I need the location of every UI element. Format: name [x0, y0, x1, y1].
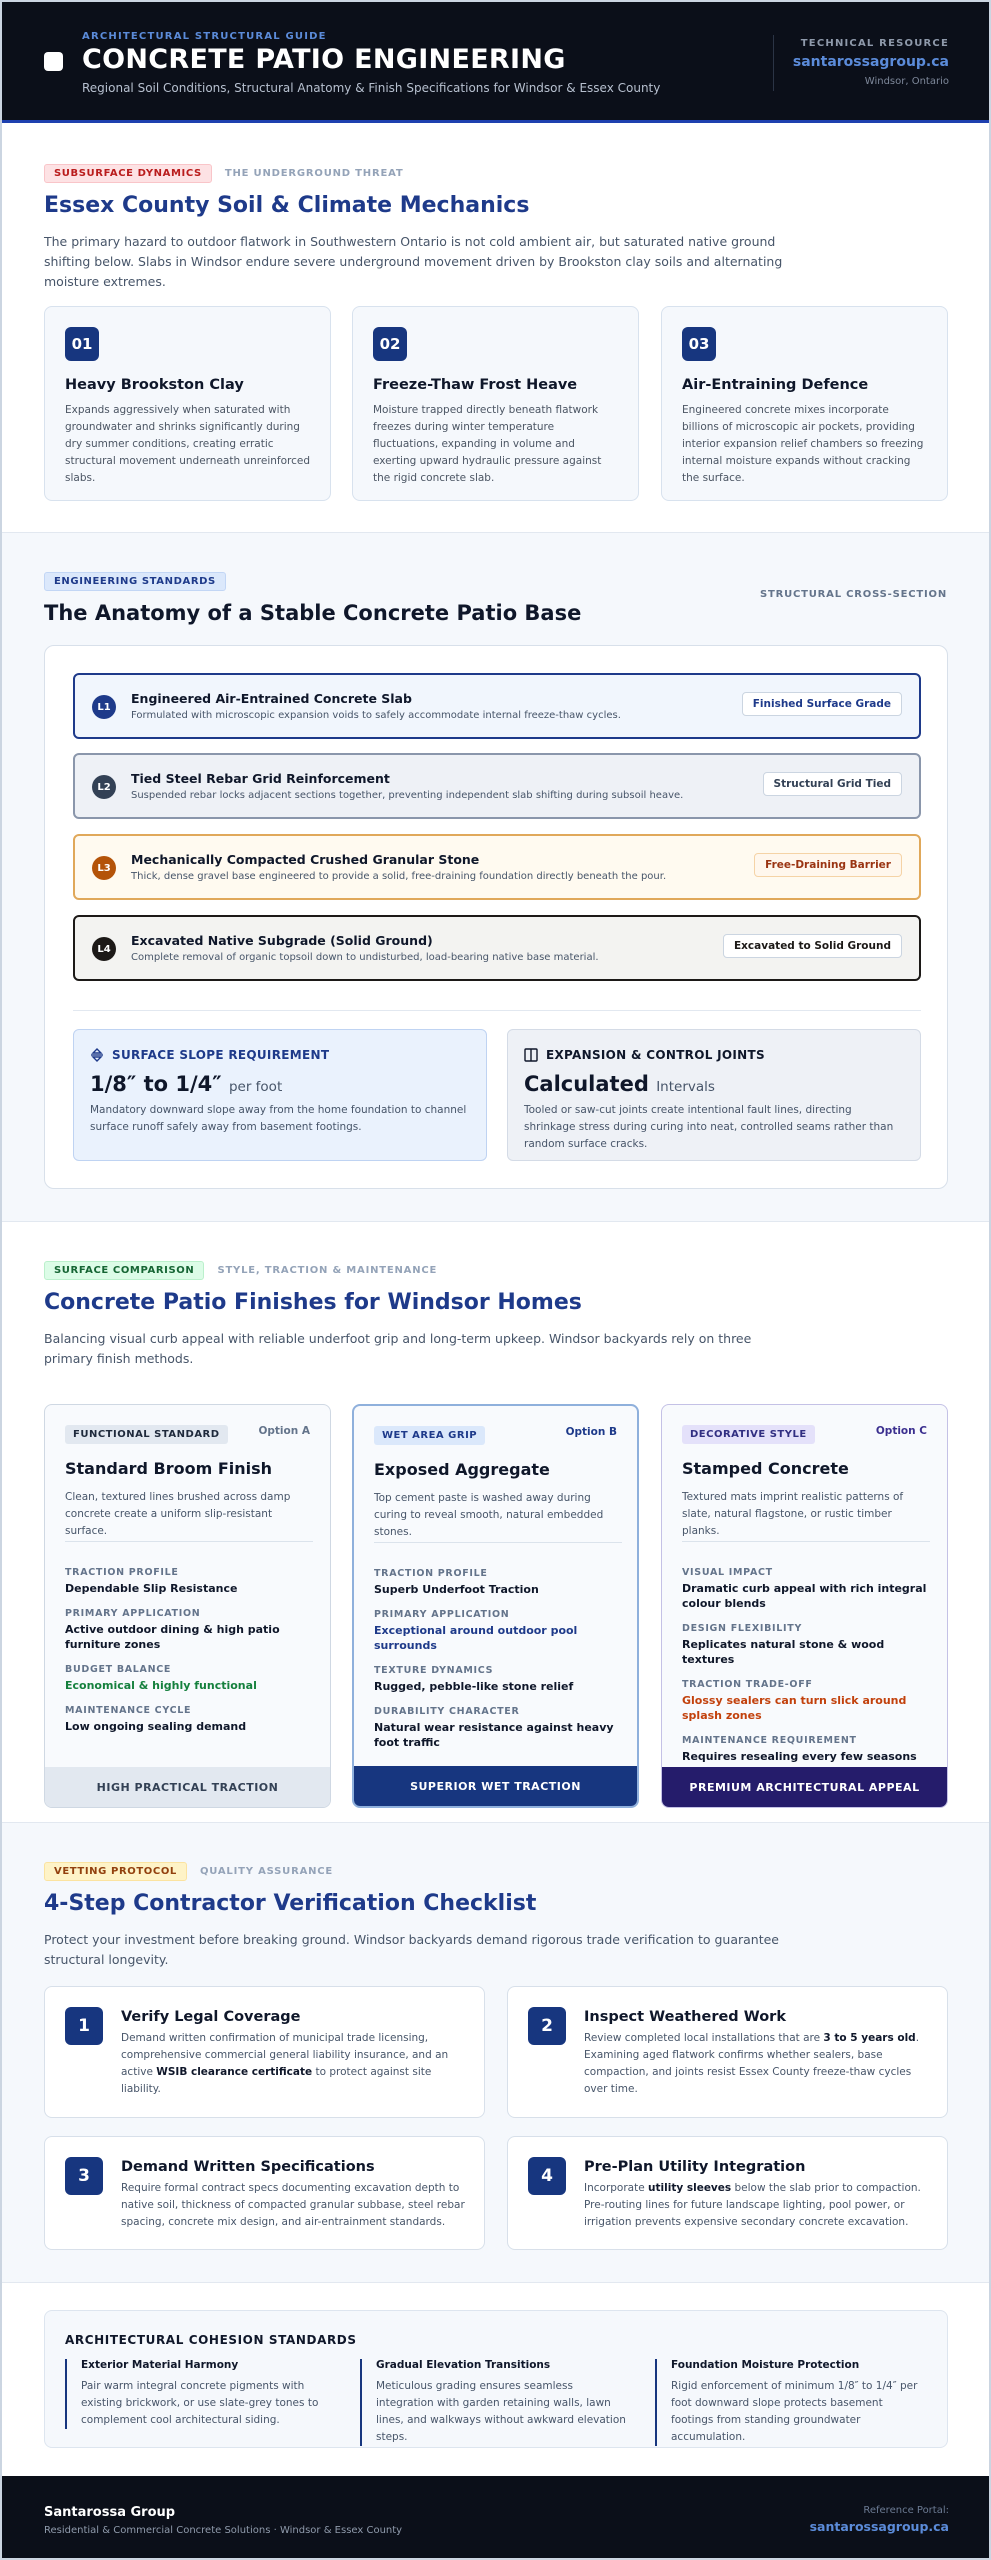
step-title: Inspect Weathered Work [584, 2009, 786, 2025]
layer-title: Mechanically Compacted Crushed Granular Stone [131, 852, 480, 867]
layer-description: Formulated with microscopic expansion voids to safely accommodate internal freeze-thaw cycles. [131, 710, 621, 721]
attr-value: Requires resealing every few seasons [682, 1750, 917, 1763]
page-title: CONCRETE PATIO ENGINEERING [82, 44, 566, 75]
finish-footer: HIGH PRACTICAL TRACTION [45, 1767, 330, 1807]
attr-value: Rugged, pebble-like stone relief [374, 1680, 574, 1693]
layer-row [73, 673, 921, 739]
slope-arrows-icon [90, 1048, 104, 1062]
layer-title: Tied Steel Rebar Grid Reinforcement [131, 771, 390, 786]
checklist-step [44, 2136, 485, 2250]
layer-badge: L2 [92, 775, 116, 799]
card-title: Freeze-Thaw Frost Heave [373, 377, 578, 393]
card-description: Moisture trapped directly beneath flatwork freezes during winter temperature fluctuations, expanding in volume and exerting upward hydraulic pressure against the rigid concrete slab. [373, 404, 602, 484]
layer-tag: Structural Grid Tied [763, 772, 902, 796]
finish-footer: SUPERIOR WET TRACTION [354, 1766, 637, 1806]
layer-tag: Finished Surface Grade [742, 692, 902, 716]
attr-value: Replicates natural stone & wood textures [682, 1638, 885, 1666]
header-divider [773, 35, 774, 91]
attr-label: DURABILITY CHARACTER [374, 1706, 520, 1717]
checklist-step [507, 1986, 948, 2118]
divider [374, 1542, 622, 1543]
joints-card [507, 1029, 921, 1161]
finish-description: Textured mats imprint realistic patterns of slate, natural flagstone, or rustic timber planks. [682, 1491, 904, 1537]
cohesion-item [360, 2359, 630, 2446]
divider [65, 1541, 313, 1542]
divider [73, 1010, 921, 1011]
attr-value: Dramatic curb appeal with rich integral colour blends [682, 1582, 927, 1610]
cohesion-item-description: Meticulous grading ensures seamless integration with garden retaining walls, lawn lines, and walkways without awkward elevation steps. [376, 2380, 626, 2443]
finish-attributes [374, 1556, 624, 1750]
step-title: Demand Written Specifications [121, 2159, 375, 2175]
slope-label: SURFACE SLOPE REQUIREMENT [112, 1048, 330, 1062]
cohesion-item [655, 2359, 925, 2446]
layer-row [73, 915, 921, 981]
finish-title: Standard Broom Finish [65, 1459, 273, 1478]
site-link[interactable]: santarossagroup.ca [792, 54, 949, 70]
slope-requirement-card [73, 1029, 487, 1161]
cohesion-item-title: Foundation Moisture Protection [671, 2359, 860, 2371]
soil-title: Essex County Soil & Climate Mechanics [44, 193, 530, 218]
step-description: Demand written confirmation of municipal trade licensing, comprehensive commercial general liability insurance, and an active WSIB clearance certificate to protect against site liability. [121, 2032, 449, 2095]
joints-description: Tooled or saw-cut joints create intentional fault lines, directing shrinkage stress during curing into neat, controlled seams rather than random surface cracks. [524, 1104, 894, 1150]
attr-label: PRIMARY APPLICATION [374, 1609, 510, 1620]
layer-description: Thick, dense gravel base engineered to provide a solid, free-draining foundation directly beneath the pour. [131, 871, 667, 882]
step-number: 3 [65, 2157, 103, 2195]
divider [682, 1541, 930, 1542]
step-description: Incorporate utility sleeves below the slab prior to compaction. Pre-routing lines for future landscape lighting, pool power, or irrigation prevents expensive secondary concrete excavation. [584, 2182, 921, 2228]
attr-value: Exceptional around outdoor pool surrounds [374, 1624, 578, 1652]
finish-pill: FUNCTIONAL STANDARD [65, 1425, 228, 1444]
finish-attributes [65, 1555, 315, 1734]
header [2, 2, 989, 123]
soil-card [44, 306, 331, 501]
cross-section-label: STRUCTURAL CROSS-SECTION [759, 589, 947, 600]
finish-pill: WET AREA GRIP [374, 1426, 485, 1445]
card-description: Expands aggressively when saturated with groundwater and shrinks significantly during dry summer conditions, creating erratic structural movement underneath unreinforced slabs. [65, 404, 310, 484]
attr-value: Dependable Slip Resistance [65, 1582, 238, 1595]
layer-description: Suspended rebar locks adjacent sections together, preventing independent slab shifting during subsoil heave. [131, 790, 684, 801]
layer-title: Engineered Air-Entrained Concrete Slab [131, 691, 412, 706]
step-description: Review completed local installations that are 3 to 5 years old. Examining aged flatwork confirms whether sealers, base compaction, and joints resist Essex County freeze-thaw cycles over time. [584, 2032, 920, 2095]
anatomy-pill: ENGINEERING STANDARDS [44, 572, 226, 591]
step-number: 4 [528, 2157, 566, 2195]
finish-option: Option C [875, 1425, 927, 1437]
cohesion-section [2, 2282, 989, 2476]
attr-value: Active outdoor dining & high patio furniture zones [65, 1623, 280, 1651]
checklist-step [507, 2136, 948, 2250]
finish-card [44, 1404, 331, 1808]
layer-badge: L4 [92, 937, 116, 961]
attr-label: TRACTION TRADE-OFF [682, 1679, 813, 1690]
page [2, 2, 989, 2558]
attr-label: TEXTURE DYNAMICS [374, 1665, 494, 1676]
attr-label: BUDGET BALANCE [65, 1664, 172, 1675]
cohesion-item-title: Gradual Elevation Transitions [376, 2359, 551, 2371]
attr-value: Superb Underfoot Traction [374, 1583, 539, 1596]
attr-label: TRACTION PROFILE [65, 1567, 179, 1578]
layer-badge: L1 [92, 695, 116, 719]
finish-title: Stamped Concrete [682, 1459, 849, 1478]
checklist-intro: Protect your investment before breaking ground. Windsor backyards demand rigorous trade verification to guarantee structural longevity. [44, 1932, 779, 1967]
finishes-title: Concrete Patio Finishes for Windsor Homes [44, 1290, 582, 1315]
card-title: Heavy Brookston Clay [65, 377, 244, 393]
attr-label: VISUAL IMPACT [682, 1567, 773, 1578]
portal-label: Reference Portal: [863, 2505, 949, 2516]
card-number: 01 [65, 327, 99, 361]
portal-link[interactable]: santarossagroup.ca [809, 2519, 949, 2534]
card-number: 03 [682, 327, 716, 361]
finish-description: Top cement paste is washed away during curing to reveal smooth, natural embedded stones. [374, 1492, 604, 1538]
slope-description: Mandatory downward slope away from the home foundation to channel surface runoff safely away from basement footings. [90, 1104, 467, 1133]
attr-label: MAINTENANCE CYCLE [65, 1705, 192, 1716]
soil-card [352, 306, 639, 501]
finishes-section [2, 1222, 989, 1822]
finishes-pill-note: STYLE, TRACTION & MAINTENANCE [217, 1265, 438, 1276]
checklist-pill-note: QUALITY ASSURANCE [199, 1866, 334, 1877]
layer-description: Complete removal of organic topsoil down to undisturbed, load-bearing native base material. [131, 952, 599, 963]
finish-attributes [682, 1555, 932, 1779]
checklist-title: 4-Step Contractor Verification Checklist [44, 1891, 537, 1916]
card-title: Air-Entraining Defence [682, 377, 869, 393]
footer-company-name: Santarossa Group [44, 2505, 176, 2520]
attr-value: Natural wear resistance against heavy foot traffic [374, 1721, 614, 1749]
brand-logo-icon [44, 52, 63, 71]
finish-footer: PREMIUM ARCHITECTURAL APPEAL [662, 1767, 947, 1807]
finish-pill: DECORATIVE STYLE [682, 1425, 815, 1444]
finishes-pill: SURFACE COMPARISON [44, 1261, 204, 1280]
step-title: Verify Legal Coverage [121, 2009, 301, 2025]
soil-intro: The primary hazard to outdoor flatwork in Southwestern Ontario is not cold ambient air, but saturated native ground shifting below. Slabs in Windsor endure severe underground movement driven by Brookston clay soils and alternating moisture extremes. [44, 234, 783, 289]
footer-tagline: Residential & Commercial Concrete Solutions · Windsor & Essex County [44, 2525, 403, 2536]
cohesion-item-description: Rigid enforcement of minimum 1/8″ to 1/4″ per foot downward slope protects basement footings from standing groundwater accumulation. [671, 2380, 918, 2443]
attr-value: Economical & highly functional [65, 1679, 257, 1692]
cohesion-item [65, 2359, 335, 2429]
finish-description: Clean, textured lines brushed across damp concrete create a uniform slip-resistant surface. [65, 1491, 291, 1537]
checklist-step [44, 1986, 485, 2118]
attr-value: Glossy sealers can turn slick around splash zones [682, 1694, 907, 1722]
attr-label: MAINTENANCE REQUIREMENT [682, 1735, 857, 1746]
location-label: Windsor, Ontario [864, 76, 949, 87]
soil-pill: SUBSURFACE DYNAMICS [44, 164, 212, 183]
soil-card [661, 306, 948, 501]
cross-section-panel [44, 645, 948, 1189]
layer-tag: Free-Draining Barrier [754, 853, 902, 877]
attr-label: DESIGN FLEXIBILITY [682, 1623, 803, 1634]
layer-tag: Excavated to Solid Ground [723, 934, 902, 958]
joints-value: Calculated [524, 1072, 649, 1096]
cohesion-panel [44, 2310, 948, 2448]
finishes-intro: Balancing visual curb appeal with reliable underfoot grip and long-term upkeep. Windsor backyards rely on three primary finish methods. [44, 1331, 752, 1366]
soil-pill-note: THE UNDERGROUND THREAT [224, 168, 404, 179]
cohesion-item-description: Pair warm integral concrete pigments with existing brickwork, or use slate-grey tones to complement cool architectural siding. [81, 2380, 319, 2426]
attr-label: PRIMARY APPLICATION [65, 1608, 201, 1619]
page-subtitle: Regional Soil Conditions, Structural Anatomy & Finish Specifications for Windsor & Essex County [82, 81, 661, 95]
slope-value: 1/8″ to 1/4″ [90, 1072, 222, 1096]
resource-label: TECHNICAL RESOURCE [800, 38, 949, 49]
layer-row [73, 834, 921, 900]
header-kicker: ARCHITECTURAL STRUCTURAL GUIDE [82, 31, 327, 42]
layer-badge: L3 [92, 856, 116, 880]
soil-section [2, 126, 989, 532]
card-description: Engineered concrete mixes incorporate billions of microscopic air pockets, providing interior expansion relief chambers so freezing internal moisture expands without cracking the surface. [682, 404, 924, 484]
cohesion-title: ARCHITECTURAL COHESION STANDARDS [65, 2333, 357, 2347]
finish-title: Exposed Aggregate [374, 1460, 550, 1479]
finish-option: Option B [565, 1426, 617, 1438]
joints-unit: Intervals [656, 1079, 715, 1095]
checklist-pill: VETTING PROTOCOL [44, 1862, 187, 1881]
card-number: 02 [373, 327, 407, 361]
layer-title: Excavated Native Subgrade (Solid Ground) [131, 933, 433, 948]
slope-unit: per foot [228, 1079, 283, 1095]
finish-option: Option A [258, 1425, 310, 1437]
joints-label: EXPANSION & CONTROL JOINTS [546, 1048, 765, 1062]
footer [2, 2476, 989, 2558]
step-number: 1 [65, 2007, 103, 2045]
attr-value: Low ongoing sealing demand [65, 1720, 247, 1733]
anatomy-section [2, 532, 989, 1222]
step-title: Pre-Plan Utility Integration [584, 2159, 806, 2175]
step-description: Require formal contract specs documenting excavation depth to native soil, thickness of compacted granular subbase, steel rebar spacing, concrete mix design, and air-entrainment standards. [121, 2182, 465, 2228]
anatomy-title: The Anatomy of a Stable Concrete Patio Base [44, 601, 582, 625]
cohesion-item-title: Exterior Material Harmony [81, 2359, 239, 2371]
finish-card [661, 1404, 948, 1808]
layer-row [73, 753, 921, 819]
checklist-section [2, 1822, 989, 2282]
attr-label: TRACTION PROFILE [374, 1568, 488, 1579]
finish-card [352, 1404, 639, 1808]
step-number: 2 [528, 2007, 566, 2045]
joint-panel-icon [524, 1048, 538, 1062]
